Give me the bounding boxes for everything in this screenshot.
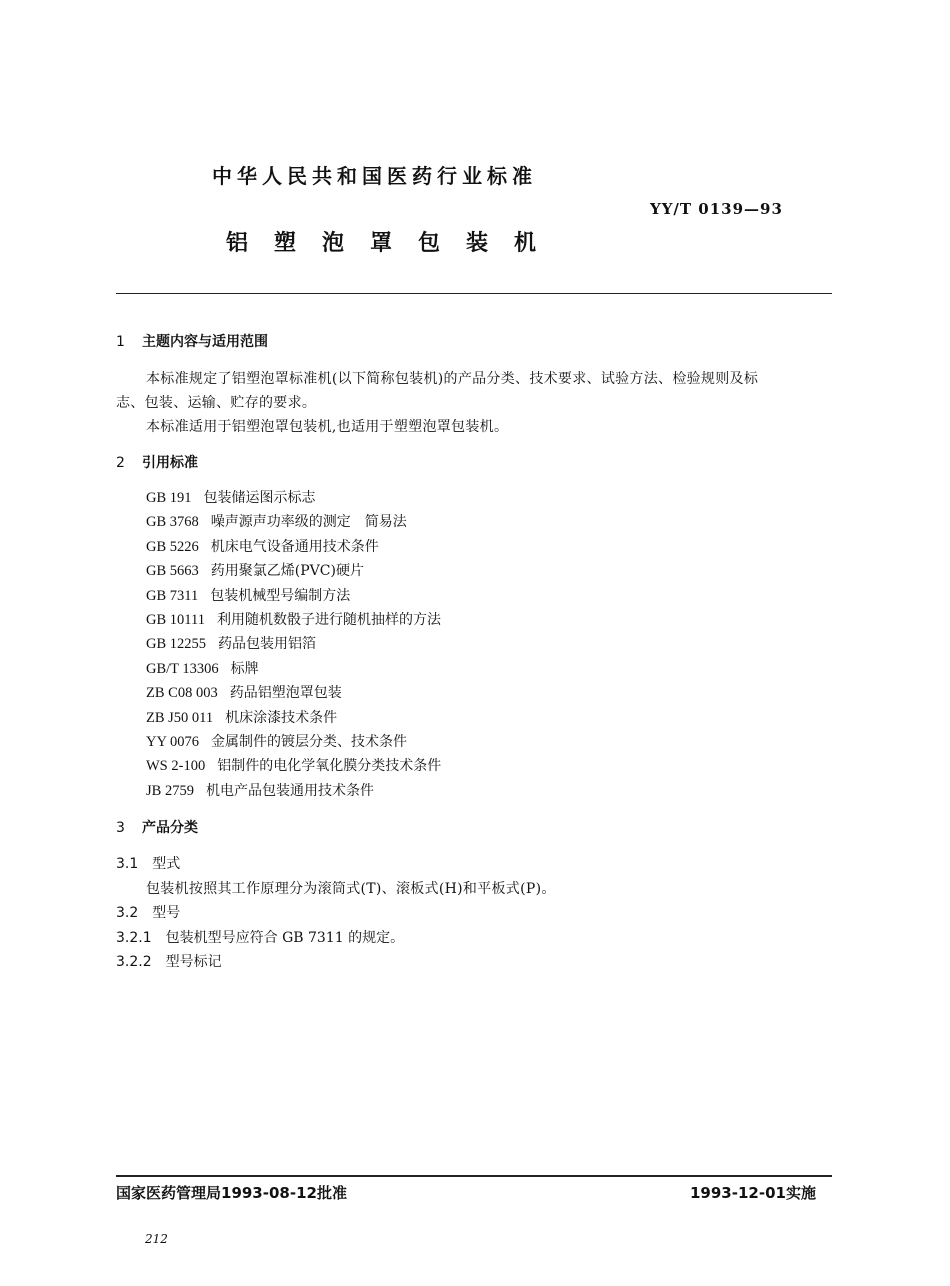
- approval-date: 国家医药管理局1993-08-12批准: [116, 1184, 347, 1202]
- subsection-3-2-1: [116, 927, 404, 947]
- reference-item: [146, 559, 441, 583]
- reference-code: ZB J50 011: [146, 709, 214, 726]
- subsection-number: 3.2.2: [116, 954, 152, 970]
- subsection-text: 型号标记: [165, 954, 222, 970]
- reference-code: ZB C08 003: [146, 685, 218, 702]
- section-title: 产品分类: [142, 820, 198, 836]
- reference-code: GB 5663: [146, 563, 199, 580]
- section-title: 主题内容与适用范围: [142, 334, 268, 350]
- reference-item: [146, 730, 441, 754]
- section-title: 引用标准: [142, 455, 198, 471]
- reference-code: GB 10111: [146, 611, 205, 628]
- reference-title: 药用聚氯乙烯(PVC)硬片: [210, 563, 364, 580]
- implementation-date: 1993-12-01实施: [690, 1184, 816, 1202]
- reference-item: [146, 584, 441, 608]
- reference-code: YY 0076: [146, 733, 200, 750]
- standard-code: YY/T 0139—93: [650, 200, 783, 218]
- subsection-title: 型号: [152, 905, 181, 921]
- reference-title: 包装机械型号编制方法: [210, 587, 351, 604]
- reference-item: [146, 681, 441, 705]
- subsection-title: 型式: [152, 856, 181, 872]
- document-title: 铝塑泡罩包装机: [226, 231, 563, 256]
- reference-title: 金属制件的镀层分类、技术条件: [211, 733, 408, 750]
- reference-item: [146, 706, 441, 730]
- reference-item: [146, 486, 441, 510]
- subsection-number: 3.2: [116, 905, 139, 921]
- reference-list: [146, 486, 441, 803]
- section-2-heading: [116, 452, 198, 472]
- section-3-heading: [116, 817, 198, 837]
- reference-item: [146, 632, 441, 656]
- section-1-paragraph-1-line-1: 本标准规定了铝塑泡罩标准机(以下简称包装机)的产品分类、技术要求、试验方法、检验规则及标: [146, 371, 759, 387]
- reference-code: GB/T 13306: [146, 660, 219, 677]
- reference-code: GB 191: [146, 490, 192, 506]
- subsection-3-2-2: [116, 951, 222, 971]
- org-title: 中华人民共和国医药行业标准: [212, 164, 537, 188]
- page-number: 212: [145, 1232, 168, 1246]
- section-1-paragraph-2: 本标准适用于铝塑泡罩包装机,也适用于塑塑泡罩包装机。: [146, 419, 509, 435]
- reference-title: 噪声源声功率级的测定 简易法: [210, 514, 407, 531]
- reference-title: 标牌: [230, 660, 259, 677]
- reference-item: [146, 608, 441, 632]
- subsection-3-1-heading: [116, 853, 180, 873]
- reference-title: 药品铝塑泡罩包装: [229, 685, 342, 702]
- subsection-3-1-text: 包装机按照其工作原理分为滚筒式(T)、滚板式(H)和平板式(P)。: [146, 881, 556, 897]
- reference-code: GB 5226: [146, 538, 199, 555]
- subsection-number: 3.1: [116, 856, 139, 872]
- reference-code: GB 12255: [146, 636, 207, 653]
- reference-title: 机床电气设备通用技术条件: [210, 538, 379, 555]
- subsection-3-2-heading: [116, 902, 180, 922]
- reference-code: GB 3768: [146, 514, 199, 531]
- section-number: 3: [116, 820, 125, 836]
- header-divider: [116, 293, 832, 294]
- reference-title: 机床涂漆技术条件: [225, 709, 338, 726]
- reference-title: 铝制件的电化学氧化膜分类技术条件: [217, 758, 442, 775]
- reference-item: [146, 754, 441, 778]
- reference-item: [146, 779, 441, 803]
- subsection-text: 包装机型号应符合 GB 7311 的规定。: [165, 930, 405, 946]
- reference-code: JB 2759: [146, 782, 194, 799]
- reference-code: WS 2-100: [146, 758, 206, 775]
- reference-item: [146, 510, 441, 534]
- reference-title: 包装储运图示标志: [203, 490, 316, 506]
- reference-title: 机电产品包装通用技术条件: [205, 782, 374, 799]
- section-1-heading: [116, 331, 268, 351]
- section-number: 2: [116, 455, 125, 471]
- reference-item: [146, 657, 441, 681]
- reference-code: GB 7311: [146, 587, 199, 604]
- section-1-paragraph-1-line-2: 志、包装、运输、贮存的要求。: [116, 395, 317, 411]
- reference-item: [146, 535, 441, 559]
- reference-title: 利用随机数骰子进行随机抽样的方法: [216, 611, 441, 628]
- reference-title: 药品包装用铝箔: [218, 636, 317, 653]
- footer-divider: [116, 1175, 832, 1177]
- subsection-number: 3.2.1: [116, 930, 152, 946]
- section-number: 1: [116, 334, 125, 350]
